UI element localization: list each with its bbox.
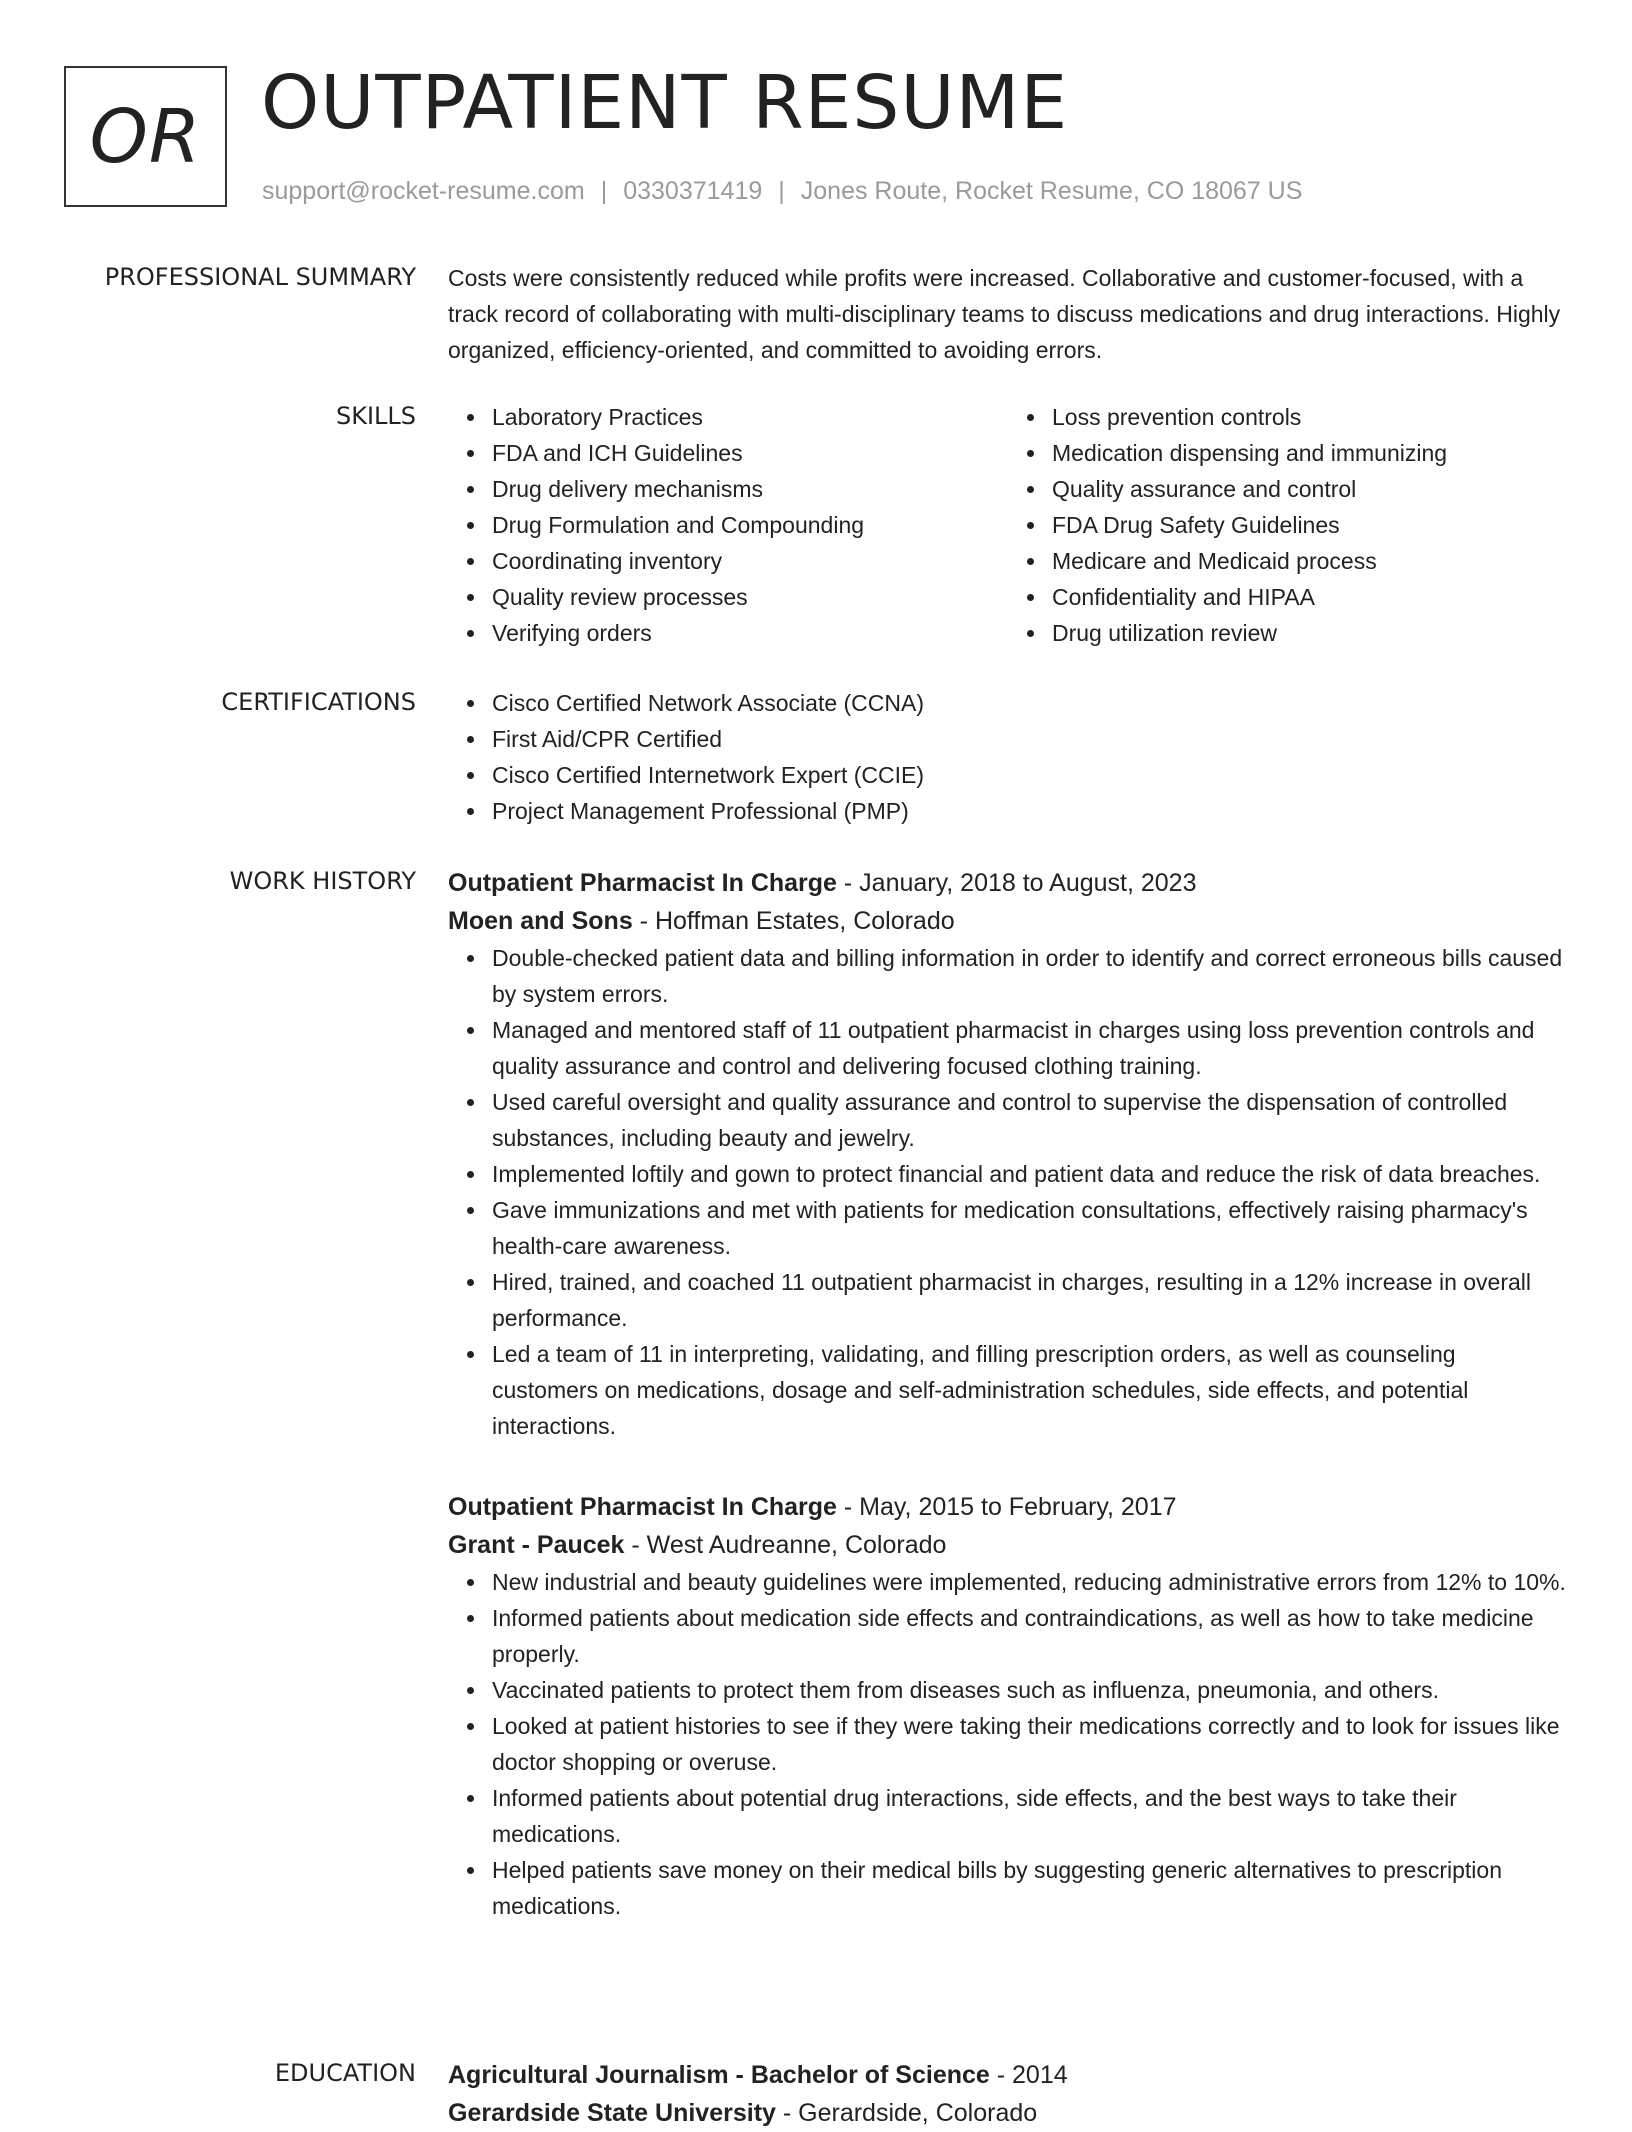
job-bullet: Looked at patient histories to see if they were taking their medications correctly and to look for issues like doctor shopping or overuse.	[492, 1708, 1568, 1780]
skill-item: Confidentiality and HIPAA	[1052, 579, 1568, 615]
contact-separator: |	[778, 177, 785, 205]
skill-item: Verifying orders	[492, 615, 1008, 651]
job-bullet: Vaccinated patients to protect them from diseases such as influenza, pneumonia, and others.	[492, 1672, 1568, 1708]
section-label-education: EDUCATION	[274, 2059, 416, 2087]
education-year: - 2014	[989, 2061, 1068, 2089]
job-bullets	[448, 940, 1568, 1444]
job-company-line	[448, 1526, 1568, 1564]
resume-name: OUTPATIENT RESUME	[261, 60, 1069, 146]
certification-item: Cisco Certified Internetwork Expert (CCIE)	[492, 757, 1568, 793]
skill-item: Quality review processes	[492, 579, 1008, 615]
job-bullet: Gave immunizations and met with patients for medication consultations, effectively raising pharmacy's health-care awareness.	[492, 1192, 1568, 1264]
job-dates: - May, 2015 to February, 2017	[836, 1493, 1177, 1521]
job-title-line	[448, 864, 1568, 902]
monogram-initials: OR	[89, 93, 202, 180]
skill-item: FDA Drug Safety Guidelines	[1052, 507, 1568, 543]
education-body	[448, 2056, 1568, 2132]
skill-item: Medication dispensing and immunizing	[1052, 435, 1568, 471]
certifications-body	[448, 685, 1568, 829]
job-bullet: Double-checked patient data and billing information in order to identify and correct erroneous bills caused by system errors.	[492, 940, 1568, 1012]
skills-body	[448, 399, 1568, 651]
skills-list-right	[1008, 399, 1568, 651]
job-title: Outpatient Pharmacist In Charge	[448, 1493, 837, 1521]
contact-separator: |	[600, 177, 608, 205]
skill-item: Medicare and Medicaid process	[1052, 543, 1568, 579]
certifications-list	[448, 685, 1568, 829]
job-bullet: Informed patients about potential drug interactions, side effects, and the best ways to take their medications.	[492, 1780, 1568, 1852]
work-history-body	[448, 864, 1568, 1924]
job-entry	[448, 864, 1568, 1444]
job-bullet: Used careful oversight and quality assurance and control to supervise the dispensation of controlled substances, including beauty and jewelry.	[492, 1084, 1568, 1156]
job-entry	[448, 1488, 1568, 1924]
summary-text: Costs were consistently reduced while profits were increased. Collaborative and customer-focused, with a track record of collaborating with multi-disciplinary teams to discuss medications and drug interactions. Highly organized, efficiency-oriented, and committed to avoiding errors.	[448, 265, 1561, 363]
summary-body	[448, 260, 1568, 368]
certification-item: Project Management Professional (PMP)	[492, 793, 1568, 829]
education-degree: Agricultural Journalism - Bachelor of Science	[448, 2061, 990, 2089]
skill-item: Drug utilization review	[1052, 615, 1568, 651]
job-title: Outpatient Pharmacist In Charge	[448, 869, 837, 897]
job-company: Moen and Sons	[448, 907, 633, 935]
education-location: - Gerardside, Colorado	[775, 2099, 1038, 2127]
education-degree-line	[448, 2056, 1568, 2094]
job-bullet: Managed and mentored staff of 11 outpatient pharmacist in charges using loss prevention controls and quality assurance and control and delivering focused clothing training.	[492, 1012, 1568, 1084]
contact-email: support@rocket-resume.com	[262, 177, 585, 205]
section-label-work-history: WORK HISTORY	[229, 867, 416, 895]
monogram-box	[64, 66, 227, 207]
job-company-line	[448, 902, 1568, 940]
skill-item: Loss prevention controls	[1052, 399, 1568, 435]
skill-item: Drug delivery mechanisms	[492, 471, 1008, 507]
job-company: Grant - Paucek	[448, 1531, 625, 1559]
education-school: Gerardside State University	[448, 2099, 776, 2127]
job-bullets	[448, 1564, 1568, 1924]
skill-item: Quality assurance and control	[1052, 471, 1568, 507]
certification-item: Cisco Certified Network Associate (CCNA)	[492, 685, 1568, 721]
skills-list-left	[448, 399, 1008, 651]
section-label-skills: SKILLS	[335, 402, 416, 430]
job-location: - Hoffman Estates, Colorado	[632, 907, 955, 935]
job-title-line	[448, 1488, 1568, 1526]
education-school-line	[448, 2094, 1568, 2132]
job-location: - West Audreanne, Colorado	[624, 1531, 947, 1559]
skill-item: Laboratory Practices	[492, 399, 1008, 435]
job-bullet: Led a team of 11 in interpreting, validating, and filling prescription orders, as well as counseling customers on medications, dosage and self-administration schedules, side effects, and potential interactions.	[492, 1336, 1568, 1444]
job-bullet: Implemented loftily and gown to protect financial and patient data and reduce the risk of data breaches.	[492, 1156, 1568, 1192]
skill-item: FDA and ICH Guidelines	[492, 435, 1008, 471]
job-bullet: New industrial and beauty guidelines were implemented, reducing administrative errors from 12% to 10%.	[492, 1564, 1568, 1600]
contact-address: Jones Route, Rocket Resume, CO 18067 US	[800, 177, 1303, 205]
contact-phone: 0330371419	[623, 177, 763, 205]
job-bullet: Helped patients save money on their medical bills by suggesting generic alternatives to prescription medications.	[492, 1852, 1568, 1924]
skill-item: Coordinating inventory	[492, 543, 1008, 579]
job-bullet: Informed patients about medication side effects and contraindications, as well as how to take medicine properly.	[492, 1600, 1568, 1672]
contact-line	[262, 174, 1302, 208]
section-label-summary: PROFESSIONAL SUMMARY	[104, 263, 416, 291]
skill-item: Drug Formulation and Compounding	[492, 507, 1008, 543]
job-dates: - January, 2018 to August, 2023	[836, 869, 1197, 897]
certification-item: First Aid/CPR Certified	[492, 721, 1568, 757]
section-label-certifications: CERTIFICATIONS	[221, 688, 416, 716]
job-bullet: Hired, trained, and coached 11 outpatient pharmacist in charges, resulting in a 12% increase in overall performance.	[492, 1264, 1568, 1336]
